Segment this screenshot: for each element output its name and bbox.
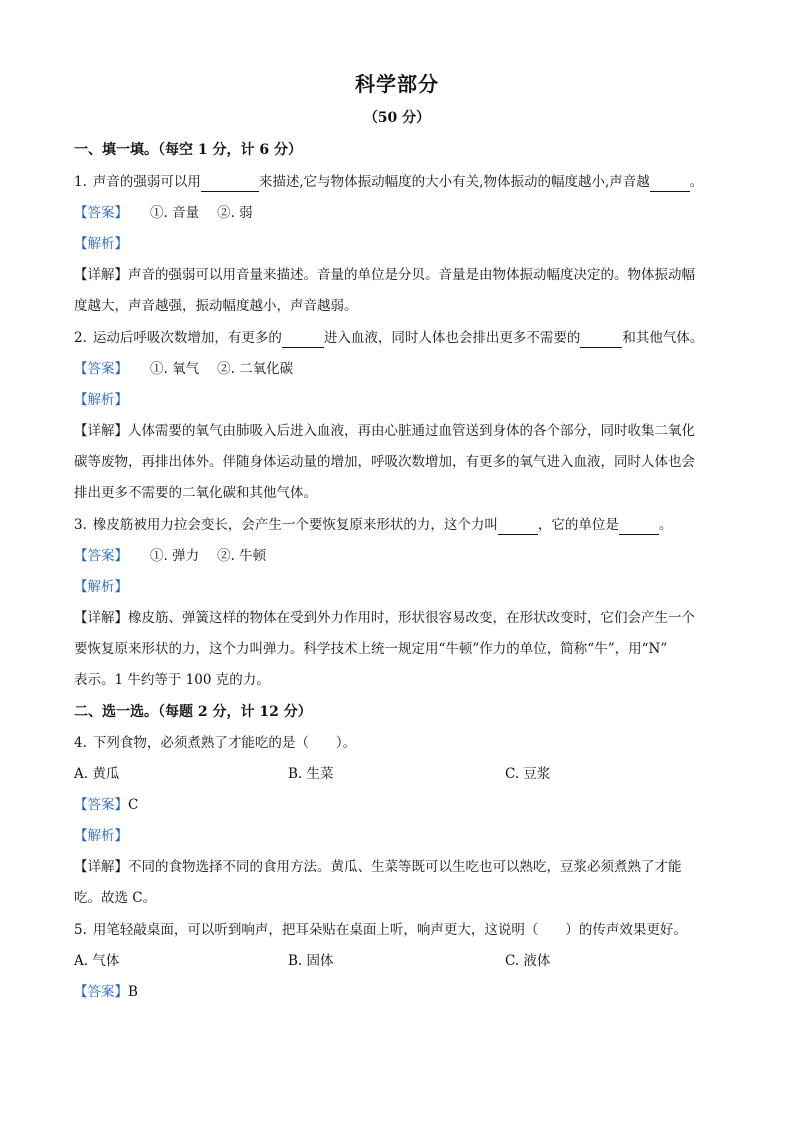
answer-blank <box>580 332 622 348</box>
answer-blank <box>619 519 659 535</box>
detail-line <box>74 608 724 628</box>
answer-line-2 <box>74 359 724 379</box>
detail-line: 表示。1 牛约等于 100 克的力。 <box>74 672 270 688</box>
option-b: B. 生菜 <box>288 766 334 782</box>
detail-line <box>74 265 724 285</box>
detail-line: 吃。故选 C。 <box>74 890 157 906</box>
answer-line-1 <box>74 203 724 223</box>
question-text: ，它的单位是 <box>537 517 619 533</box>
detail-label: 【详解】 <box>74 610 128 626</box>
detail-text: 人体需要的氧气由肺吸入后进入血液，再由心脏通过血管送到身体的各个部分，同时收集二氧化 <box>128 423 695 439</box>
detail-label: 【详解】 <box>74 267 128 283</box>
detail-line: 度越大，声音越强，振动幅度越小，声音越弱。 <box>74 298 358 314</box>
answer-2: ②. 弱 <box>217 205 253 221</box>
detail-text: 橡皮筋、弹簧这样的物体在受到外力作用时，形状很容易改变，在形状改变时，它们会产生一个 <box>128 610 695 626</box>
option-c: C. 豆浆 <box>505 766 551 782</box>
question-text: 进入血液，同时人体也会排出更多不需要的 <box>323 330 581 346</box>
question-4 <box>74 733 724 753</box>
option-a: A. 气体 <box>74 953 120 969</box>
detail-line: 排出更多不需要的二氧化碳和其他气体。 <box>74 485 317 501</box>
answer-label: 【答案】 <box>74 205 128 221</box>
analysis-line-1 <box>74 234 724 254</box>
question-number: 2. <box>74 330 87 346</box>
detail-line: 碳等废物，再排出体外。伴随身体运动量的增加，呼吸次数增加，有更多的氧气进入血液，同时人体也会 <box>74 454 695 470</box>
page-subtitle: （50 分） <box>363 110 431 126</box>
answer-blank <box>282 332 324 348</box>
question-number: 5. <box>74 922 87 938</box>
analysis-line-4 <box>74 826 724 846</box>
analysis-line-2 <box>74 390 724 410</box>
answer-1: ①. 氧气 <box>150 361 200 377</box>
detail-label: 【详解】 <box>74 859 128 875</box>
answer-blank <box>498 519 538 535</box>
detail-text: 不同的食物选择不同的食用方法。黄瓜、生菜等既可以生吃也可以熟吃，豆浆必须煮熟了才能 <box>128 859 682 875</box>
section-fill-in: 一、填一填。（每空 1 分，计 6 分） <box>74 142 302 158</box>
analysis-line-3 <box>74 577 724 597</box>
option-a: A. 黄瓜 <box>74 766 120 782</box>
detail-text: 声音的强弱可以用音量来描述。音量的单位是分贝。音量是由物体振动幅度决定的。物体振动幅 <box>128 267 695 283</box>
option-b: B. 固体 <box>288 953 334 969</box>
question-5 <box>74 920 724 940</box>
detail-line <box>74 421 724 441</box>
detail-label: 【详解】 <box>74 423 128 439</box>
question-3 <box>74 515 724 535</box>
analysis-label: 【解析】 <box>74 236 128 252</box>
section-choice: 二、选一选。（每题 2 分，计 12 分） <box>74 704 312 720</box>
question-text: 。 <box>689 174 704 190</box>
question-text: 橡皮筋被用力拉会变长，会产生一个要恢复原来形状的力，这个力叫 <box>92 517 498 533</box>
analysis-label: 【解析】 <box>74 392 128 408</box>
question-number: 4. <box>74 735 87 751</box>
detail-line: 要恢复原来形状的力，这个力叫弹力。科学技术上统一规定用“牛顿”作力的单位，简称“牛”，用“N” <box>74 641 668 657</box>
question-1 <box>74 172 724 192</box>
option-c: C. 液体 <box>505 953 551 969</box>
question-text: 声音的强弱可以用 <box>92 174 201 190</box>
answer-1: ①. 弹力 <box>150 548 200 564</box>
analysis-label: 【解析】 <box>74 828 128 844</box>
answer-line-4 <box>74 795 724 815</box>
answer-line-5 <box>74 982 724 1002</box>
answer-label: 【答案】 <box>74 548 128 564</box>
question-2 <box>74 328 724 348</box>
question-text: 下列食物，必须煮熟了才能吃的是（ ）。 <box>92 735 357 751</box>
answer-2: ②. 二氧化碳 <box>217 361 294 377</box>
answer-1: ①. 音量 <box>150 205 200 221</box>
detail-line <box>74 857 724 877</box>
answer-value: B <box>128 984 138 1000</box>
question-text: 和其他气体。 <box>622 330 704 346</box>
answer-value: C <box>128 797 139 813</box>
analysis-label: 【解析】 <box>74 579 128 595</box>
answer-label: 【答案】 <box>74 984 128 1000</box>
question-text: 来描述,它与物体振动幅度的大小有关,物体振动的幅度越小,声音越 <box>258 174 650 190</box>
question-text: 用笔轻敲桌面，可以听到响声，把耳朵贴在桌面上听，响声更大，这说明（ ）的传声效果更好。 <box>92 922 687 938</box>
question-number: 3. <box>74 517 87 533</box>
answer-blank <box>201 176 259 192</box>
answer-label: 【答案】 <box>74 361 128 377</box>
answer-line-3 <box>74 546 724 566</box>
page-title: 科学部分 <box>355 72 439 96</box>
answer-2: ②. 牛顿 <box>217 548 267 564</box>
question-text: 运动后呼吸次数增加，有更多的 <box>92 330 282 346</box>
question-text: 。 <box>658 517 673 533</box>
answer-label: 【答案】 <box>74 797 128 813</box>
answer-blank <box>650 176 690 192</box>
question-number: 1. <box>74 174 87 190</box>
